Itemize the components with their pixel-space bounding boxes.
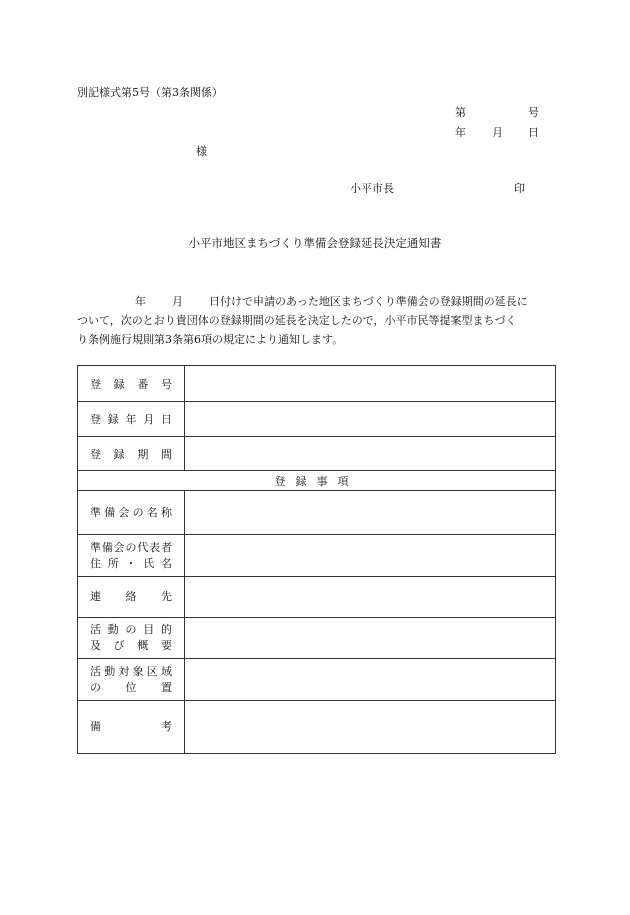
row-label-text: 住 所 ・ 氏 名 [90, 556, 172, 570]
row-label [78, 701, 185, 754]
row-label [78, 366, 185, 402]
row-label-text: 準 備 会 の 名 称 [90, 505, 172, 519]
body-month: 月 [172, 295, 183, 308]
addressee-suffix: 様 [196, 145, 207, 158]
section-header-row [78, 471, 556, 491]
row-value [185, 535, 556, 577]
table-row [78, 535, 556, 577]
row-label [78, 491, 185, 535]
notice-line-2: ついて，次のとおり貴団体の登録期間の延長を決定したので，小平市民等提案型まちづく [77, 314, 517, 327]
row-label [78, 659, 185, 701]
document-title: 小平市地区まちづくり準備会登録延長決定通知書 [188, 236, 442, 250]
row-label-text: 連 絡 先 [90, 590, 172, 603]
row-value [185, 437, 556, 471]
issue-date-month: 月 [492, 126, 503, 139]
table-row [78, 402, 556, 437]
table-row [78, 437, 556, 471]
row-label [78, 577, 185, 618]
notice-line-3: り条例施行規則第3条第6項の規定により通知します。 [77, 333, 344, 346]
section-header: 登録事項 [78, 471, 556, 491]
row-label [78, 535, 185, 577]
row-label-text: 備 考 [90, 720, 172, 733]
row-value [185, 491, 556, 535]
row-label [78, 618, 185, 659]
table-row [78, 491, 556, 535]
row-label [78, 402, 185, 437]
row-label-text: 登 録 番 号 [90, 377, 172, 391]
table-row [78, 366, 556, 402]
table-row [78, 618, 556, 659]
row-label-text: 活 動 対 象 区 域 [90, 664, 172, 678]
issue-date-day: 日 [528, 126, 539, 139]
row-label-text: 活 動 の 目 的 [90, 623, 172, 636]
notice-line-1 [77, 292, 567, 311]
issuer-name: 小平市長 [350, 182, 394, 195]
row-value [185, 402, 556, 437]
row-value [185, 618, 556, 659]
row-label-text: の 位 置 [90, 680, 172, 694]
table-row [78, 701, 556, 754]
row-label-text: 準 備 会 の 代 表 者 [90, 540, 172, 554]
document-number-label: 第 [455, 106, 466, 119]
row-value [185, 659, 556, 701]
row-value [185, 577, 556, 618]
table-row [78, 659, 556, 701]
registration-table [77, 365, 556, 754]
document-number-suffix: 号 [528, 106, 539, 119]
issue-date-year: 年 [455, 126, 466, 139]
seal-mark: 印 [514, 182, 525, 195]
table-row [78, 577, 556, 618]
row-label-text: 登 録 期 間 [90, 447, 172, 461]
body-line1-rest: 日付けで申請のあった地区まちづくり準備会の登録期間の延長に [209, 295, 528, 308]
form-number: 別記様式第5号（第3条関係） [77, 86, 223, 99]
row-label-text: 及 び 概 要 [90, 639, 172, 652]
row-label [78, 437, 185, 471]
notice-body [77, 292, 567, 349]
row-label-text: 登 録 年 月 日 [90, 413, 172, 426]
row-value [185, 366, 556, 402]
body-year: 年 [135, 295, 146, 308]
row-value [185, 701, 556, 754]
